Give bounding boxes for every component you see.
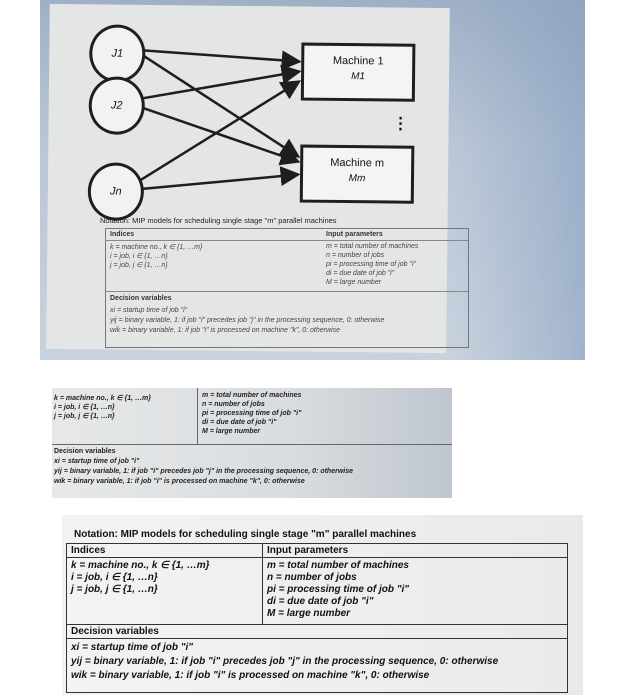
decision-header: Decision variables [54, 448, 116, 455]
index-line: i = job, i ∈ {1, …n} [110, 253, 168, 260]
decision-header: Decision variables [110, 295, 172, 302]
input-line: n = number of jobs [267, 572, 357, 583]
decision-line: wik = binary variable, 1: if job "i" is processed on machine "k", 0: otherwise [54, 478, 305, 485]
decision-line: xi = startup time of job "i" [71, 642, 193, 653]
input-header: Input parameters [326, 231, 383, 238]
column-divider [197, 388, 198, 444]
decision-line: xi = startup time of job "i" [110, 307, 188, 314]
job-node-n [88, 162, 145, 221]
photo-bottom [62, 515, 583, 695]
input-line: m = total number of machines [267, 560, 409, 571]
row-divider [67, 624, 567, 625]
notation-table-blurred [105, 228, 469, 348]
input-line: n = number of jobs [202, 401, 265, 408]
index-line: j = job, j ∈ {1, …n} [54, 413, 115, 420]
input-line: n = number of jobs [326, 252, 385, 259]
input-line: M = large number [267, 608, 351, 619]
machine-symbol: Mm [348, 173, 366, 185]
notation-table [66, 543, 568, 693]
table-caption: Notation: MIP models for scheduling single stage "m" parallel machines [74, 529, 417, 540]
column-divider [262, 544, 263, 624]
indices-header: Indices [110, 231, 135, 238]
index-line: j = job, j ∈ {1, …n} [71, 584, 158, 595]
machine-symbol: M1 [351, 71, 366, 83]
job-label: Jn [109, 185, 122, 198]
index-line: k = machine no., k ∈ {1, …m} [71, 560, 210, 571]
photo-middle [52, 388, 452, 498]
input-line: M = large number [326, 279, 382, 286]
input-line: pi = processing time of job "i" [267, 584, 410, 595]
index-line: i = job, i ∈ {1, …n} [54, 404, 115, 411]
input-line: M = large number [202, 428, 261, 435]
indices-header: Indices [71, 545, 106, 556]
input-line: m = total number of machines [326, 243, 419, 250]
decision-line: xi = startup time of job "i" [54, 458, 140, 465]
input-line: di = due date of job "i" [326, 270, 395, 277]
input-header: Input parameters [267, 545, 349, 556]
index-line: k = machine no., k ∈ {1, …m} [110, 244, 203, 251]
decision-line: wik = binary variable, 1: if job "i" is processed on machine "k", 0: otherwise [71, 670, 430, 681]
decision-line: yij = binary variable, 1: if job "i" precedes job "j" in the processing sequence, 0: otherwise [110, 317, 385, 324]
photo-top [40, 0, 585, 360]
arrow [134, 50, 299, 62]
row-divider [67, 638, 567, 639]
machine-box-m [300, 145, 415, 204]
input-line: di = due date of job "i" [267, 596, 374, 607]
index-line: j = job, j ∈ {1, …n} [110, 262, 168, 269]
job-label: J1 [111, 47, 124, 60]
decision-header: Decision variables [71, 626, 159, 637]
decision-line: yij = binary variable, 1: if job "i" precedes job "j" in the processing sequence, 0: otherwise [71, 656, 499, 667]
machine-name: Machine 1 [332, 54, 384, 68]
job-label: J2 [110, 99, 123, 112]
photo-shadow [455, 0, 585, 360]
index-line: k = machine no., k ∈ {1, …m} [54, 395, 151, 402]
row-divider [67, 557, 567, 558]
input-line: pi = processing time of job "i" [202, 410, 302, 417]
decision-line: wik = binary variable, 1: if job "i" is processed on machine "k", 0: otherwise [110, 327, 340, 334]
table-caption: Notation: MIP models for scheduling single stage "m" parallel machines [100, 216, 337, 225]
machine-name: Machine m [330, 156, 385, 170]
index-line: i = job, i ∈ {1, …n} [71, 572, 158, 583]
input-line: m = total number of machines [202, 392, 302, 399]
ellipsis: ⋮ [392, 115, 409, 133]
arrow [133, 173, 298, 192]
machine-box-1 [301, 43, 416, 102]
input-line: pi = processing time of job "i" [326, 261, 416, 268]
input-line: di = due date of job "i" [202, 419, 277, 426]
arrow [133, 50, 299, 157]
row-divider [52, 444, 452, 445]
decision-line: yij = binary variable, 1: if job "i" precedes job "j" in the processing sequence, 0: otherwise [54, 468, 354, 475]
